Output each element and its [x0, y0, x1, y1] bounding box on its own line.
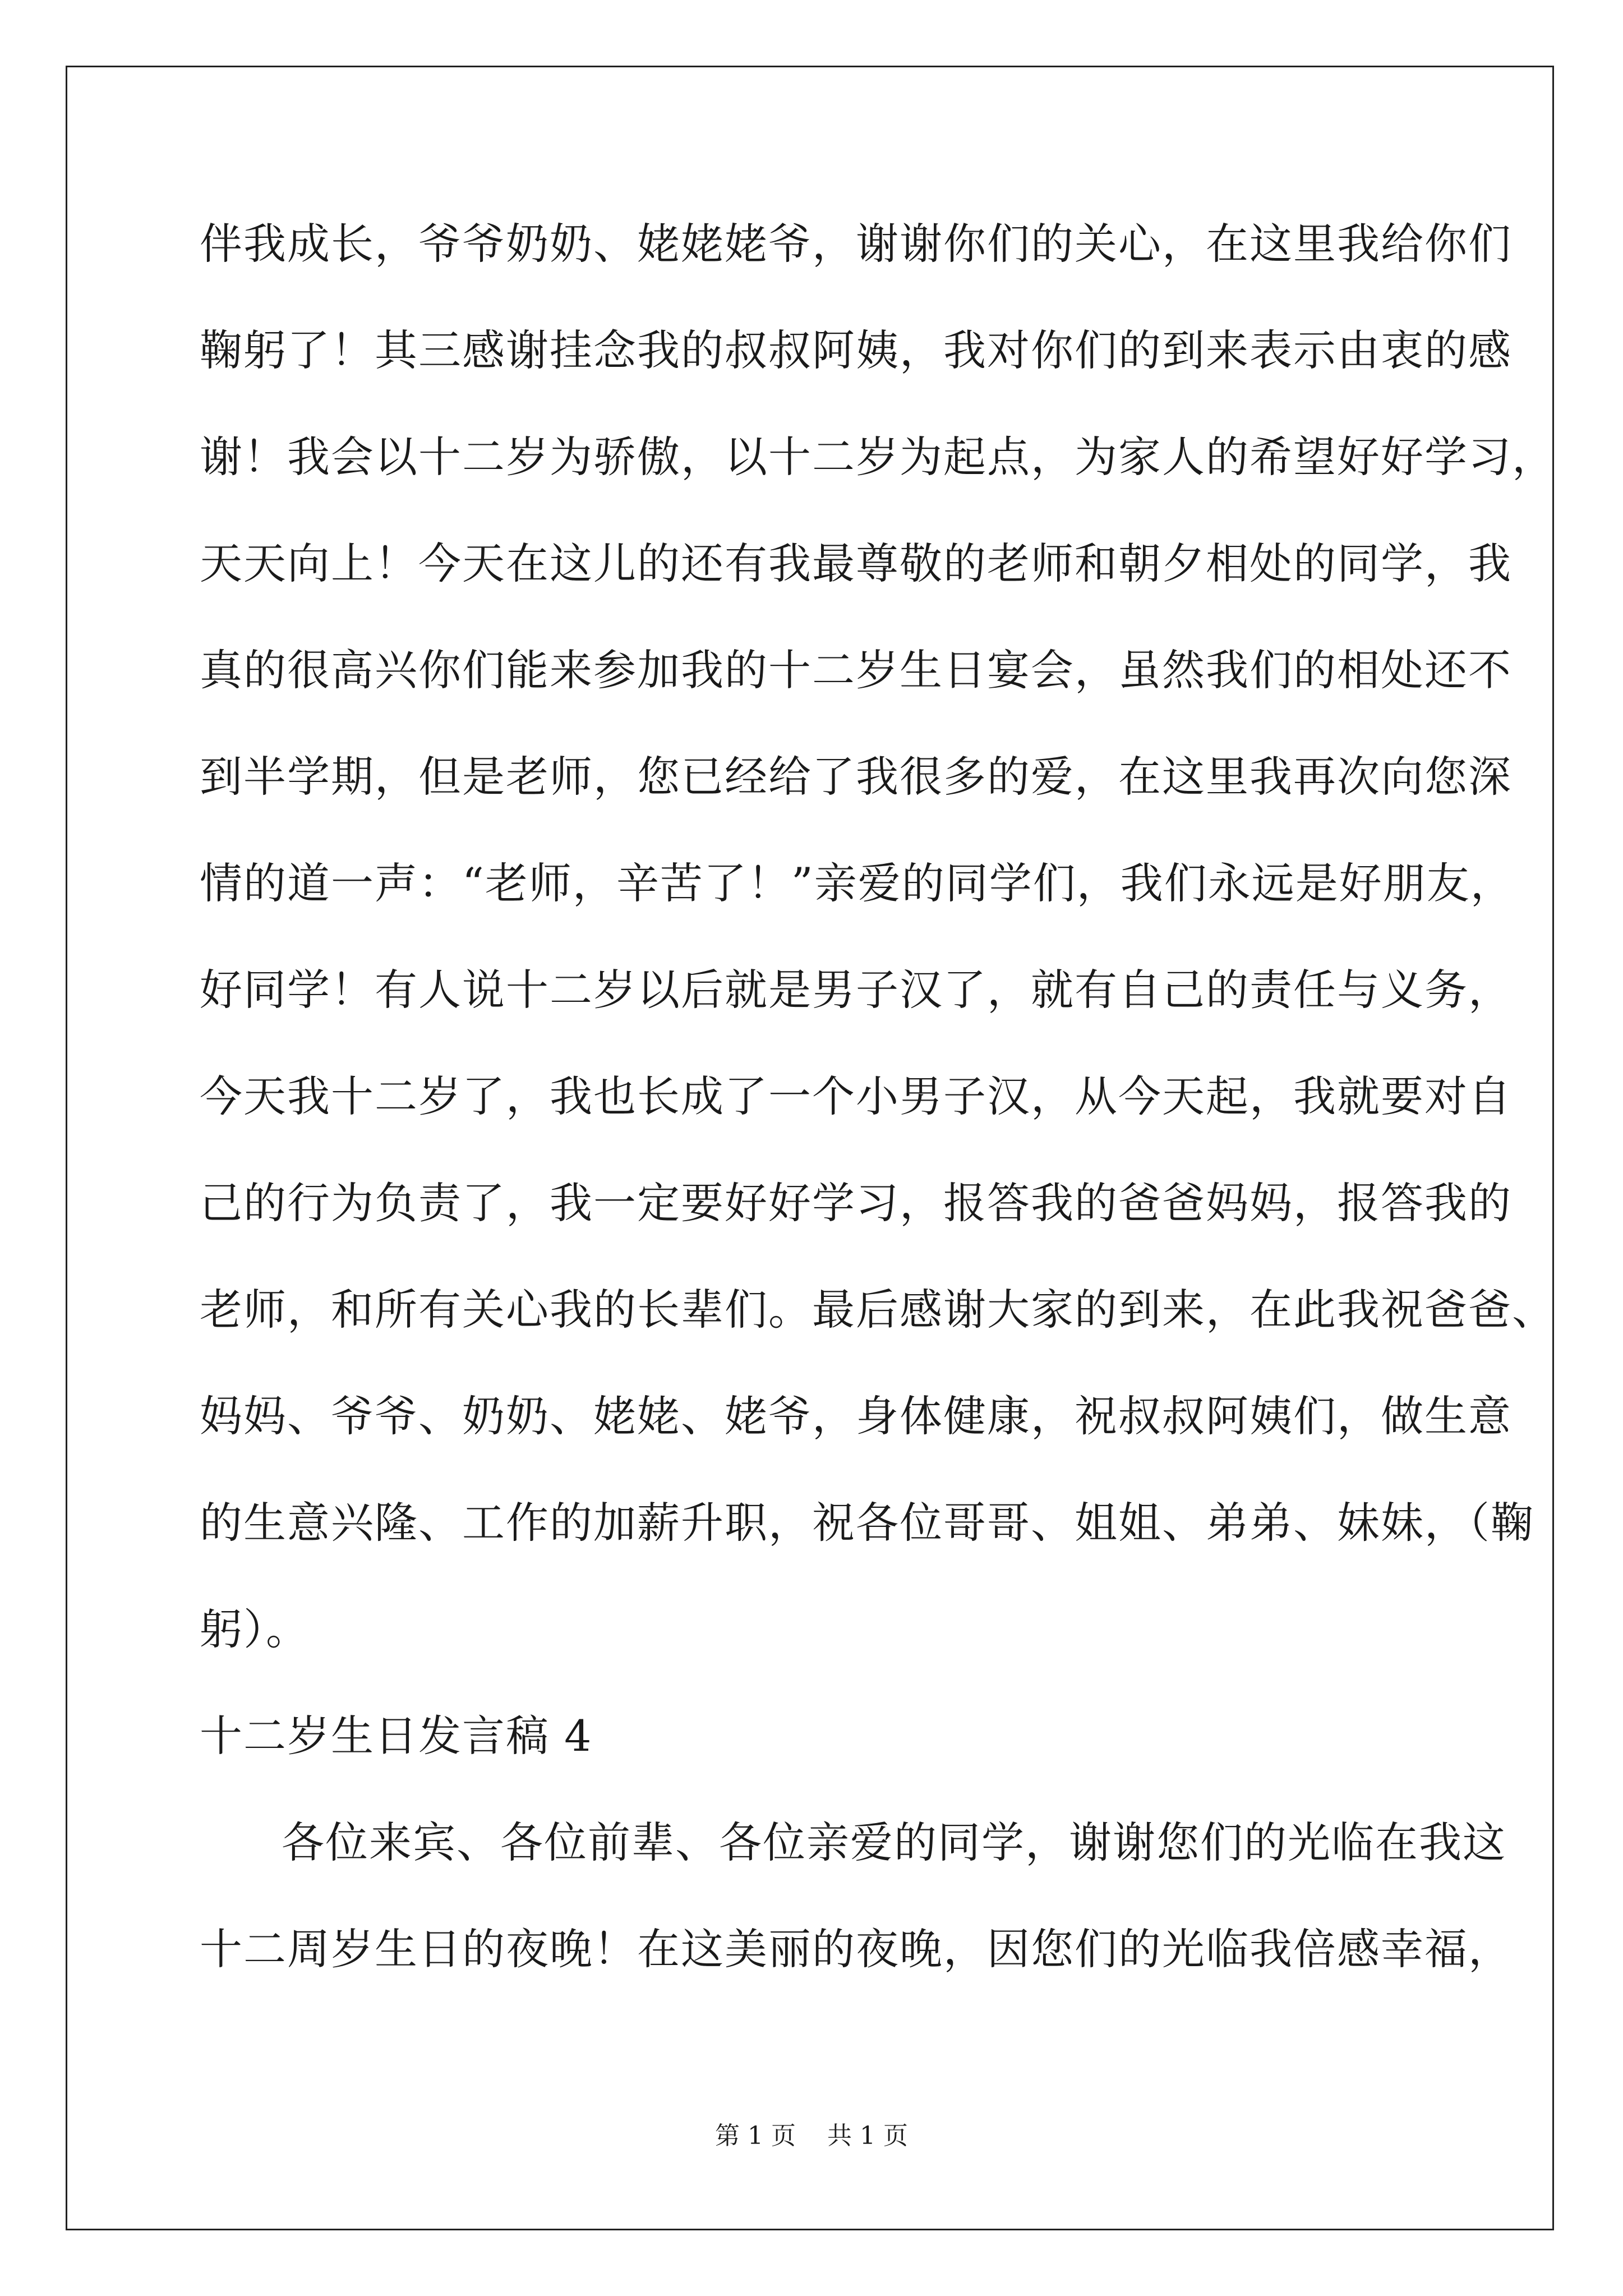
text-line: 十二周岁生日的夜晚！在这美丽的夜晚，因您们的光临我倍感幸福， — [200, 1924, 1512, 1974]
text-line: 真的很高兴你们能来参加我的十二岁生日宴会，虽然我们的相处还不 — [200, 645, 1512, 695]
text-line: 己的行为负责了，我一定要好好学习，报答我的爸爸妈妈，报答我的 — [200, 1178, 1512, 1228]
section-heading: 十二岁生日发言稿 4 — [200, 1711, 593, 1761]
text-line: 天天向上！今天在这儿的还有我最尊敬的老师和朝夕相处的同学，我 — [200, 539, 1512, 588]
text-line: 到半学期，但是老师，您已经给了我很多的爱，在这里我再次向您深 — [200, 752, 1512, 802]
page-footer — [0, 2119, 1623, 2153]
text-line: 躬）。 — [200, 1604, 310, 1654]
text-line: 情的道一声：“老师，辛苦了！”亲爱的同学们，我们永远是好朋友， — [200, 858, 1514, 908]
text-line: 妈妈、爷爷、奶奶、姥姥、姥爷，身体健康，祝叔叔阿姨们，做生意 — [200, 1391, 1512, 1441]
text-line: 伴我成长，爷爷奶奶、姥姥姥爷，谢谢你们的关心，在这里我给你们 — [200, 219, 1512, 269]
page-number: 第 1 页 — [715, 2122, 796, 2150]
text-line: 各位来宾、各位前辈、各位亲爱的同学，谢谢您们的光临在我这 — [282, 1818, 1506, 1867]
page-total: 共 1 页 — [827, 2122, 908, 2150]
text-line: 好同学！有人说十二岁以后就是男子汉了，就有自己的责任与义务， — [200, 965, 1512, 1015]
text-line: 鞠躬了！其三感谢挂念我的叔叔阿姨，我对你们的到来表示由衷的感 — [200, 325, 1512, 375]
text-line: 今天我十二岁了，我也长成了一个小男子汉，从今天起，我就要对自 — [200, 1071, 1512, 1121]
text-line: 老师，和所有关心我的长辈们。最后感谢大家的到来，在此我祝爸爸、 — [200, 1285, 1556, 1335]
text-line: 谢！我会以十二岁为骄傲，以十二岁为起点，为家人的希望好好学习， — [200, 432, 1556, 482]
document-body — [200, 213, 1556, 2025]
text-line: 的生意兴隆、工作的加薪升职，祝各位哥哥、姐姐、弟弟、妹妹，（鞠 — [200, 1498, 1534, 1548]
